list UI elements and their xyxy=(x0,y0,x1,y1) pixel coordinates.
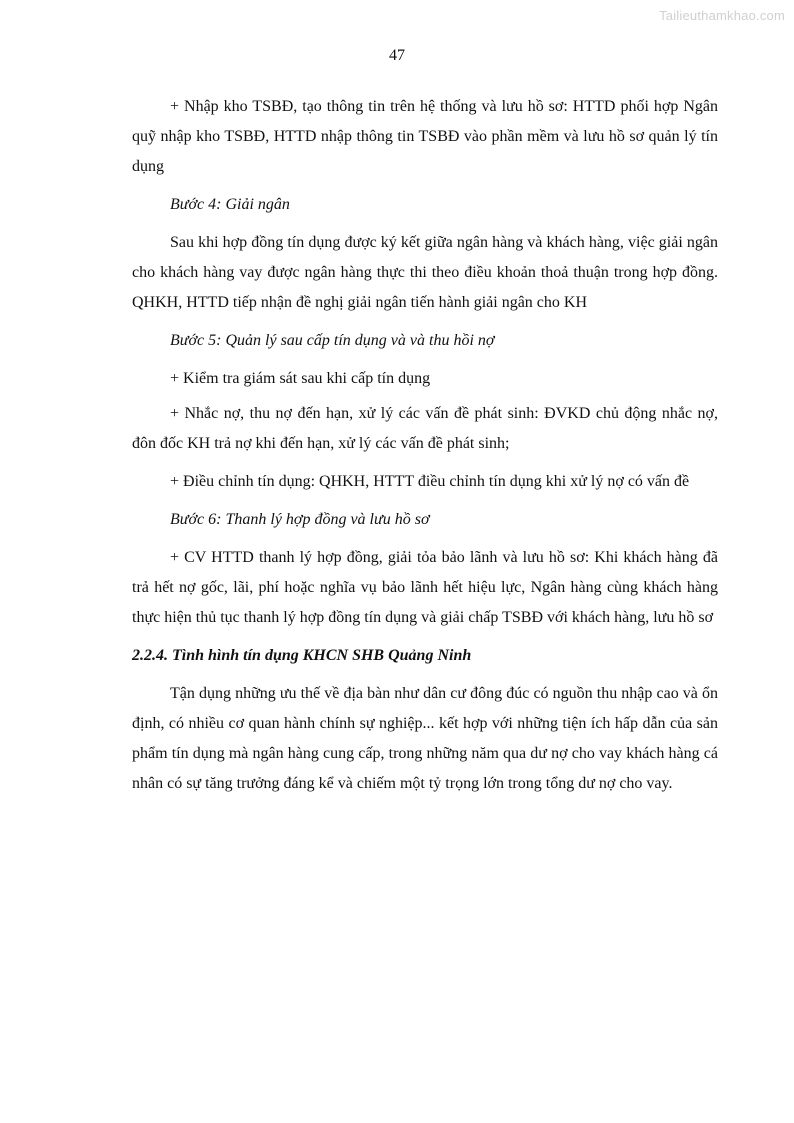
step-4-heading: Bước 4: Giải ngân xyxy=(170,196,290,213)
paragraph-nhac-no: + Nhắc nợ, thu nợ đến hạn, xử lý các vấn đề phát sinh: ĐVKD chủ động nhắc nợ, đôn đốc KH trả nợ khi đến hạn, xử lý các vấn đề phát sinh; xyxy=(132,405,718,452)
page-body xyxy=(132,92,718,807)
paragraph-giai-ngan: Sau khi hợp đồng tín dụng được ký kết giữa ngân hàng và khách hàng, việc giải ngân cho khách hàng vay được ngân hàng thực thi theo điều khoản thoả thuận trong hợp đồng. QHKH, HTTD tiếp nhận đề nghị giải ngân tiến hành giải ngân cho KH xyxy=(132,234,718,311)
watermark: Tailieuthamkhao.com xyxy=(659,8,785,23)
step-5-heading: Bước 5: Quản lý sau cấp tín dụng và và thu hồi nợ xyxy=(170,332,495,349)
step-6-heading: Bước 6: Thanh lý hợp đồng và lưu hồ sơ xyxy=(170,511,430,528)
paragraph-kiem-tra-giam-sat: + Kiểm tra giám sát sau khi cấp tín dụng xyxy=(170,370,431,387)
section-heading-2-2-4: 2.2.4. Tình hình tín dụng KHCN SHB Quảng Ninh xyxy=(132,647,472,664)
paragraph-nhap-kho-tsbd: + Nhập kho TSBĐ, tạo thông tin trên hệ thống và lưu hồ sơ: HTTD phối hợp Ngân quỹ nhập kho TSBĐ, HTTD nhập thông tin TSBĐ vào phần mềm và lưu hồ sơ quản lý tín dụng xyxy=(132,98,718,175)
paragraph-thanh-ly-hop-dong: + CV HTTD thanh lý hợp đồng, giải tỏa bảo lãnh và lưu hồ sơ: Khi khách hàng đã trả hết nợ gốc, lãi, phí hoặc nghĩa vụ bảo lãnh hết hiệu lực, Ngân hàng cùng khách hàng thực hiện thủ tục thanh lý hợp đồng tín dụng và giải chấp TSBĐ với khách hàng, lưu hồ sơ xyxy=(132,549,718,626)
paragraph-tinh-hinh-tin-dung: Tận dụng những ưu thế về địa bàn như dân cư đông đúc có nguồn thu nhập cao và ổn định, có nhiều cơ quan hành chính sự nghiệp... kết hợp với những tiện ích hấp dẫn của sản phẩm tín dụng mà ngân hàng cung cấp, trong những năm qua dư nợ cho vay khách hàng cá nhân có sự tăng trưởng đáng kể và chiếm một tỷ trọng lớn trong tổng dư nợ cho vay. xyxy=(132,685,718,792)
page-number: 47 xyxy=(389,47,405,64)
paragraph-dieu-chinh-tin-dung: + Điều chỉnh tín dụng: QHKH, HTTT điều chỉnh tín dụng khi xử lý nợ có vấn đề xyxy=(170,473,690,490)
